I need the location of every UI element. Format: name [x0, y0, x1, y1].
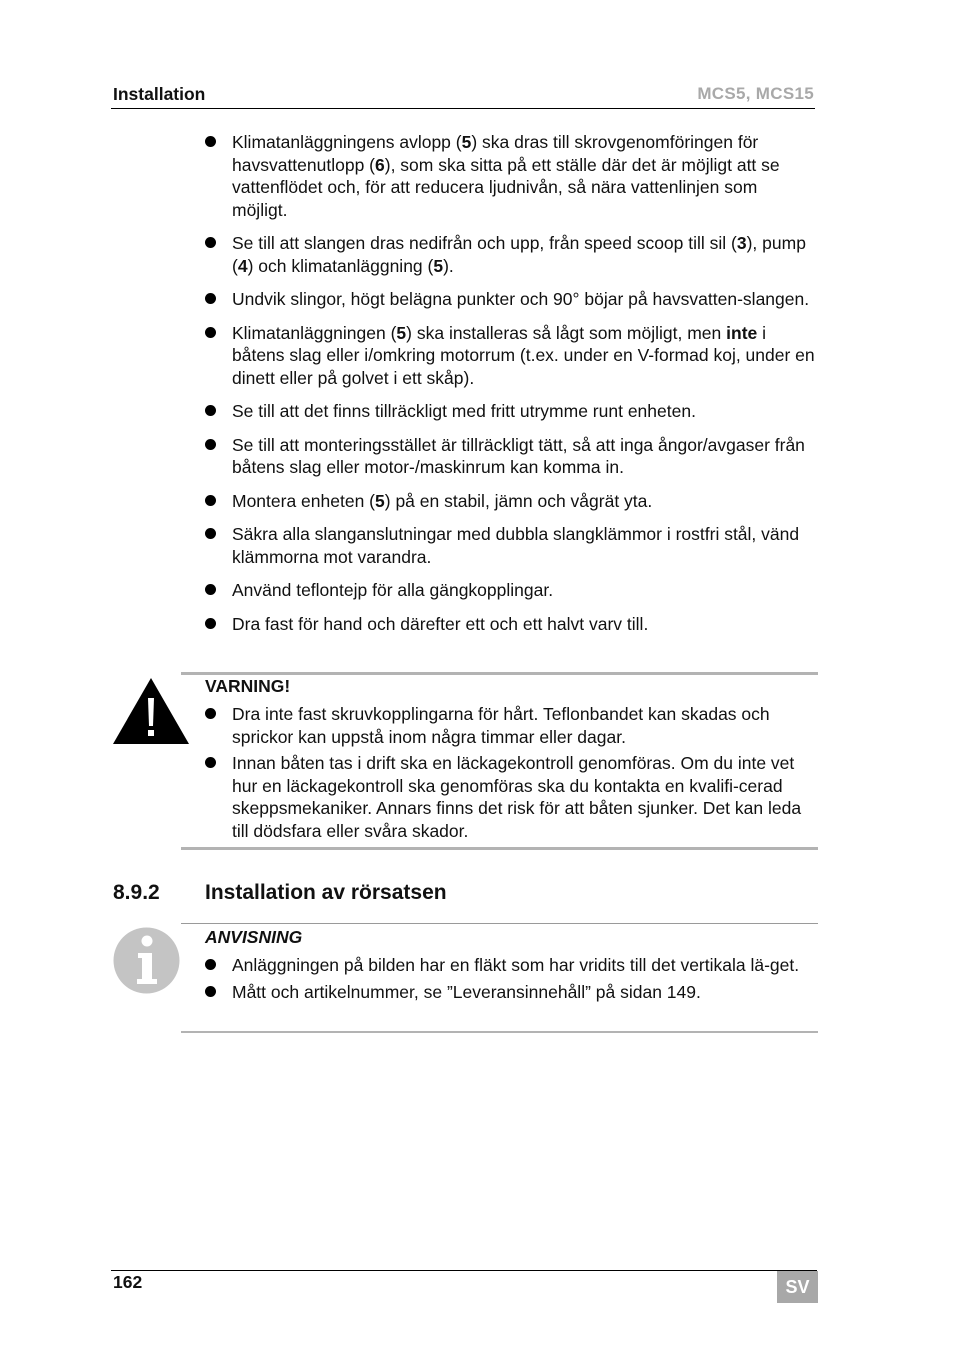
bold-reference: 6: [375, 154, 385, 175]
language-badge: SV: [777, 1271, 818, 1303]
section-number: 8.9.2: [113, 881, 160, 904]
bold-reference: 5: [433, 255, 444, 276]
bold-reference: inte: [726, 322, 758, 343]
list-item: Se till att slangen dras nedifrån och upp, från speed scoop till sil (3), pump (4) och klimatanläggning (5).: [205, 232, 817, 277]
header-model-name: MCS5, MCS15: [697, 84, 814, 103]
installation-bullet-list: [205, 131, 817, 646]
header-section-title: Installation: [113, 84, 206, 104]
list-item: Dra fast för hand och därefter ett och ett halvt varv till.: [205, 613, 817, 636]
warning-top-rule: [181, 672, 818, 675]
note-bottom-rule: [181, 1031, 818, 1033]
footer-divider: [111, 1270, 817, 1271]
section-title: Installation av rörsatsen: [205, 881, 447, 904]
list-item: Klimatanläggningen (5) ska installeras så lågt som möjligt, men inte i båtens slag eller i/omkring motorrum (t.ex. under en V-formad koj, under en dinett eller på golvet i ett skåp).: [205, 322, 817, 390]
note-top-rule: [181, 923, 818, 924]
bold-reference: 5: [375, 490, 385, 511]
list-item: Se till att monteringsstället är tillräckligt tätt, så att inga ångor/avgaser från båtens slag eller motor-/maskinrum kan komma in.: [205, 434, 817, 479]
bold-reference: 4: [237, 255, 248, 276]
list-item: Säkra alla slanganslutningar med dubbla slangklämmor i rostfri stål, vänd klämmorna mot varandra.: [205, 523, 817, 568]
warning-item: Innan båten tas i drift ska en läckagekontroll genomföras. Om du inte vet hur en läckagekontroll ska genomföras ska du kontakta en kvalifi-cerad skeppsmekaniker. Annars finns det risk för att båten sjunker. Det kan leda till dödsfara eller svåra skador.: [205, 752, 821, 842]
warning-bottom-rule: [181, 847, 818, 850]
list-item: Undvik slingor, högt belägna punkter och 90° böjar på havsvatten-slangen.: [205, 288, 817, 311]
list-item: Använd teflontejp för alla gängkopplingar.: [205, 579, 817, 602]
warning-item: Dra inte fast skruvkopplingarna för hårt. Teflonbandet kan skadas och sprickor kan uppstå inom några timmar eller dagar.: [205, 703, 821, 748]
bold-reference: 3: [736, 233, 747, 253]
note-item: Mått och artikelnummer, se ”Leveransinnehåll” på sidan 149.: [205, 981, 821, 1004]
warning-triangle-icon: [112, 676, 190, 746]
note-list: [205, 954, 821, 1007]
bold-reference: 5: [461, 132, 472, 152]
warning-list: [205, 703, 821, 846]
note-title: ANVISNING: [205, 927, 303, 947]
page-number: 162: [113, 1272, 143, 1292]
list-item: Montera enheten (5) på en stabil, jämn och vågrät yta.: [205, 490, 817, 513]
warning-title: VARNING!: [205, 676, 291, 696]
list-item: Klimatanläggningens avlopp (5) ska dras till skrovgenomföringen för havsvattenutlopp (6), som ska sitta på ett ställe där det är möjligt att se vattenflödet och, för att reducera ljudnivån, så nära vattenlinjen som möjligt.: [205, 131, 817, 221]
header-divider: [111, 108, 815, 109]
bold-reference: 5: [396, 322, 407, 343]
info-circle-icon: [113, 927, 180, 994]
note-item: Anläggningen på bilden har en fläkt som har vridits till det vertikala lä-get.: [205, 954, 821, 977]
list-item: Se till att det finns tillräckligt med fritt utrymme runt enheten.: [205, 400, 817, 423]
